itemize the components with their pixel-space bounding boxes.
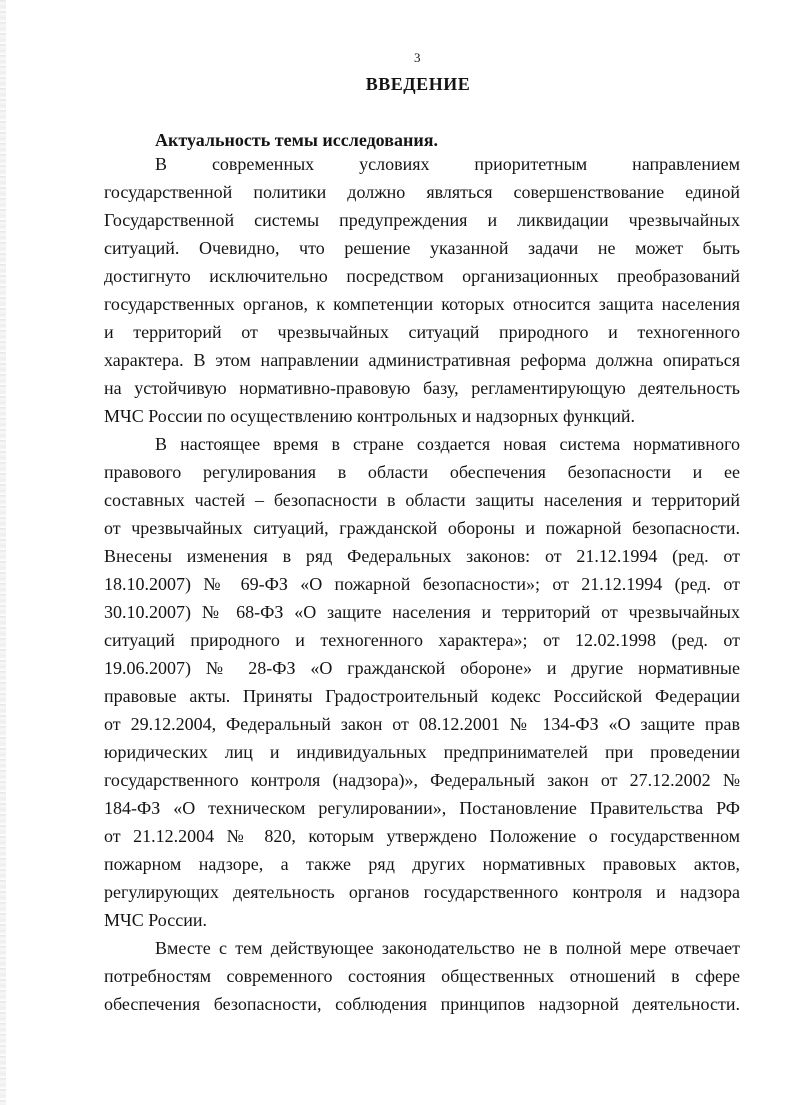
paragraph-line: ситуаций. Очевидно, что решение указанной задачи не может быть <box>104 238 740 258</box>
paragraph-line: достигнуто исключительно посредством организационных преобразований <box>104 266 740 286</box>
paragraph-line: 18.10.2007) № 69-ФЗ «О пожарной безопасности»; от 21.12.1994 (ред. от <box>104 574 740 594</box>
paragraph-line: регулирующих деятельность органов государственного контроля и надзора <box>104 882 740 902</box>
paragraph-line: от 29.12.2004, Федеральный закон от 08.12.2001 № 134-ФЗ «О защите прав <box>104 714 740 734</box>
paragraph-line: МЧС России. <box>104 910 207 930</box>
page-title: ВВЕДЕНИЕ <box>365 74 471 94</box>
paragraph-line: на устойчивую нормативно-правовую базу, регламентирующую деятельность <box>104 378 740 398</box>
paragraph-line: юридических лиц и индивидуальных предпринимателей при проведении <box>104 742 740 762</box>
paragraph-line: обеспечения безопасности, соблюдения принципов надзорной деятельности. <box>104 994 740 1014</box>
paragraph-line: пожарном надзоре, а также ряд других нормативных правовых актов, <box>104 854 740 874</box>
paragraph-line: 30.10.2007) № 68-ФЗ «О защите населения и территорий от чрезвычайных <box>104 602 740 622</box>
paragraph-line: Внесены изменения в ряд Федеральных законов: от 21.12.1994 (ред. от <box>104 546 740 566</box>
paragraph-line: 19.06.2007) № 28-ФЗ «О гражданской обороне» и другие нормативные <box>104 658 740 678</box>
paragraph-line: и территорий от чрезвычайных ситуаций природного и техногенного <box>104 322 740 342</box>
scan-edge-shadow <box>0 0 6 1105</box>
paragraph-line: МЧС России по осуществлению контрольных и надзорных функций. <box>104 406 635 426</box>
paragraph-line: Вместе с тем действующее законодательство не в полной мере отвечает <box>155 938 740 958</box>
paragraph-line: характера. В этом направлении административная реформа должна опираться <box>104 350 740 370</box>
paragraph-line: от 21.12.2004 № 820, которым утверждено Положение о государственном <box>104 826 740 846</box>
paragraph-line: Государственной системы предупреждения и ликвидации чрезвычайных <box>104 210 740 230</box>
paragraph-line: В настоящее время в стране создается новая система нормативного <box>155 434 740 454</box>
paragraph-line: потребностям современного состояния общественных отношений в сфере <box>104 966 740 986</box>
paragraph-line: 184-ФЗ «О техническом регулировании», Постановление Правительства РФ <box>104 798 740 818</box>
paragraph-line: составных частей – безопасности в области защиты населения и территорий <box>104 490 740 510</box>
paragraph-line: правового регулирования в области обеспечения безопасности и ее <box>104 462 740 482</box>
page-number: 3 <box>414 50 421 65</box>
paragraph-line: ситуаций природного и техногенного характера»; от 12.02.1998 (ред. от <box>104 630 740 650</box>
paragraph-line: от чрезвычайных ситуаций, гражданской обороны и пожарной безопасности. <box>104 518 740 538</box>
paragraph-line: правовые акты. Приняты Градостроительный кодекс Российской Федерации <box>104 686 740 706</box>
paragraph-line: В современных условиях приоритетным направлением <box>155 154 740 174</box>
paragraph-line: государственных органов, к компетенции которых относится защита населения <box>104 294 740 314</box>
paragraph-line: государственного контроля (надзора)», Федеральный закон от 27.12.2002 № <box>104 770 740 790</box>
paragraph-line: государственной политики должно являться совершенствование единой <box>104 182 740 202</box>
section-heading: Актуальность темы исследования. <box>155 130 438 150</box>
